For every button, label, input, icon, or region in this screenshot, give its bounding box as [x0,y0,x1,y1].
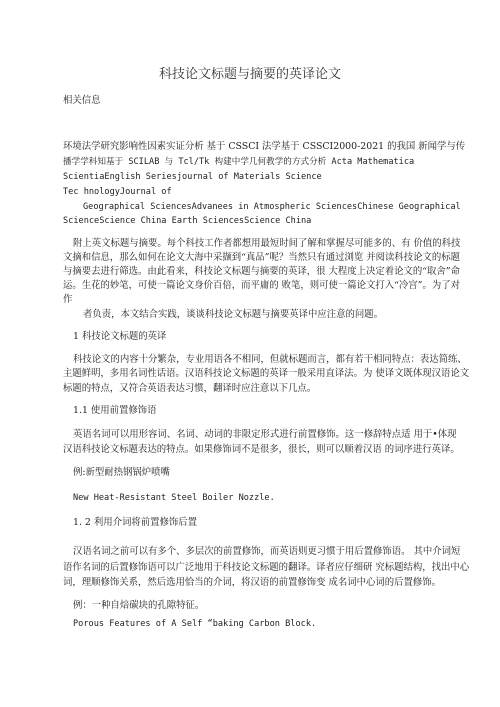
intro-line: 文摘和信息，那么如何在论文大海中采撷到“真品”呢？当然只有通过浏览 并阅读科技论文的标题 [63,252,460,263]
example-en: New Heat-Resistant Steel Boiler Nozzle. [73,493,275,503]
related-info-label: 相关信息 [63,95,101,106]
section-line: 主题鲜明，多用名词性话语。汉语科技论文标题的英译一般采用直译法。为 使译文既体现汉语论文 [63,368,470,379]
example-cn: 例:新型耐热钢锅炉喷嘴 [73,467,170,478]
subsection-heading: 1.1 使用前置修饰语 [73,405,157,416]
section-line: 标题的特点，又符合英语表达习惯，翻译时应注意以下几点。 [63,383,317,394]
section-line: 汉语科技论文标题表达的特点。如果修饰词不是很多，很长，则可以顺着汉语 的词序进行英译。 [63,444,460,455]
section-line: 英语名词可以用形容词、名词、动词的非限定形式进行前置修饰。这一修辞特点适 用于•体现 [73,429,457,440]
example-cn: 例：一种自焙碳块的孔隙特征。 [73,600,205,611]
subsection-heading: 1. 2 利用介词将前置修饰后置 [73,517,197,528]
intro-line: 运。生花的妙笔，可使一篇论文身价百倍，而平庸的 败笔，则可使一篇论文打入“冷宫”。为了对 [63,280,460,291]
refs-line: ScientiaEnglish Seriesjournal of Materials Science [63,172,322,182]
section-heading: 1 科技论文标题的英译 [73,331,167,342]
example-en: Porous Features of A Self “baking Carbon Block. [73,619,317,629]
refs-line: ScienceScience China Earth SciencesScience China [63,216,312,226]
section-line: 汉语名词之前可以有多个、多层次的前置修饰，而英语则更习惯于用后置修饰语。 其中介词短 [73,546,461,557]
section-line: 语作名词的后置修饰语可以广泛地用于科技论文标题的翻译。译者应仔细研 究标题结构，找出中心 [63,562,470,573]
refs-line: Tec hnologyJournal of [63,187,172,197]
section-line: 词，理顺修饰关系，然后选用恰当的介词，将汉语的前置修饰变 成名词中心词的后置修饰。 [63,577,441,588]
intro-line: 者负责，本文结合实践，谈谈科技论文标题与摘要英译中应注意的问题。 [83,309,384,320]
intro-line: 附上英文标题与摘要。每个科技工作者都想用最短时间了解和掌握尽可能多的、有 价值的科技 [73,238,461,249]
refs-line: 环境法学研究影响性因素实证分析 基于 CSSCI 法学基于 CSSCI2000-2021 的我国 新闻学与传 [63,141,466,152]
section-line: 科技论文的内容十分繁杂，专业用语各不相同，但就标题而言，都有若干相同特点：表达简练、 [73,354,467,365]
intro-line: 作 [63,294,73,305]
refs-line: 播学学科知基于 SCILAB 与 Tcl/Tk 构建中学几何教学的方式分析 Acta Mathematica [63,157,415,167]
refs-line: Geographical SciencesAdvanees in Atmospheric SciencesChinese Geographical [83,202,461,212]
document-title: 科技论文标题与摘要的英译论文 [158,67,341,82]
intro-line: 与摘要去进行筛选。由此看来，科技论文标题与摘要的英译，很 大程度上决定着论文的“取舍”命 [63,266,460,277]
